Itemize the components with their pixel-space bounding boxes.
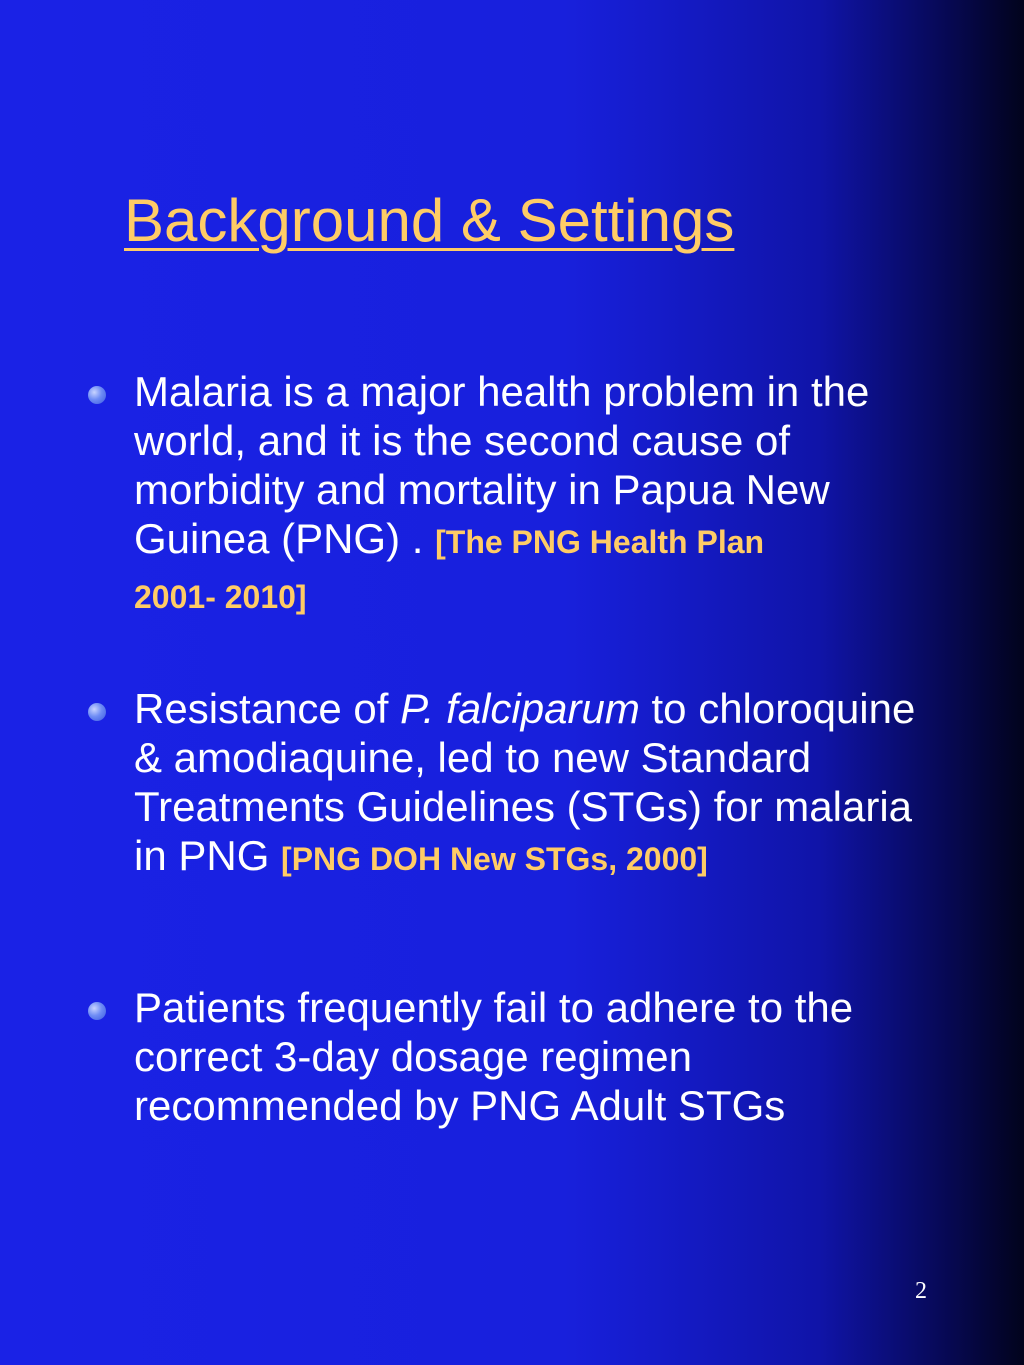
bullet-item-resistance — [134, 684, 944, 880]
bullet-dot-icon — [88, 386, 106, 404]
bullet-text-end: to chloroquine & amodiaquine, led to new Standard Treatments Guidelines (STGs) for malaria in PNG — [134, 685, 916, 879]
bullet-text: Patients frequently fail to adhere to the correct 3-day dosage regimen recommended by PNG Adult STGs — [134, 984, 854, 1129]
citation: [The PNG Health Plan — [435, 524, 765, 560]
slide-number: 2 — [915, 1278, 927, 1304]
bullet-text-start: Resistance of — [134, 685, 401, 732]
bullet-dot-icon — [88, 1002, 106, 1020]
bullet-dot-icon — [88, 703, 106, 721]
citation-continued: 2001- 2010] — [134, 579, 307, 615]
citation: [PNG DOH New STGs, 2000] — [281, 841, 708, 877]
bullet-item-malaria — [134, 367, 944, 622]
species-name: P. falciparum — [400, 685, 640, 732]
bullet-text: Malaria is a major health problem in the world, and it is the second cause of morbidity and mortality in Papua New Guinea (PNG) . — [134, 368, 870, 562]
bullet-item-adherence — [134, 983, 944, 1130]
slide-title: Background & Settings — [124, 187, 735, 254]
